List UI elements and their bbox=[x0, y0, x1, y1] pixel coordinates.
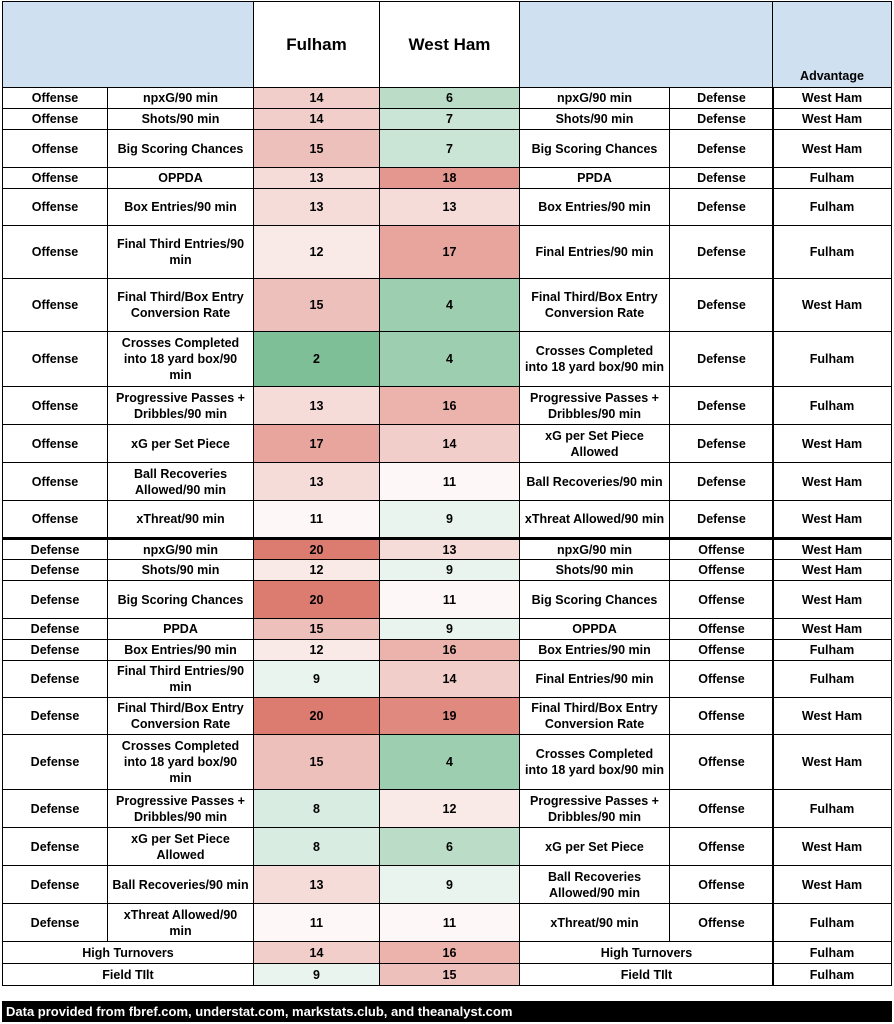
team1-metric: Progressive Passes + Dribbles/90 min bbox=[108, 790, 254, 828]
stat-row bbox=[3, 88, 774, 109]
advantage-value: Fulham bbox=[773, 640, 892, 661]
advantage-row bbox=[773, 332, 892, 387]
team1-phase: Defense bbox=[3, 619, 108, 640]
team1-phase: Offense bbox=[3, 130, 108, 168]
team1-metric: OPPDA bbox=[108, 168, 254, 189]
advantage-value: West Ham bbox=[773, 581, 892, 619]
team2-phase: Offense bbox=[670, 539, 774, 560]
team2-rank: 6 bbox=[380, 88, 520, 109]
team2-rank: 9 bbox=[380, 619, 520, 640]
team1-metric: Box Entries/90 min bbox=[108, 189, 254, 226]
team1-metric: Shots/90 min bbox=[108, 109, 254, 130]
advantage-row bbox=[773, 790, 892, 828]
team2-rank: 6 bbox=[380, 828, 520, 866]
advantage-value: West Ham bbox=[773, 279, 892, 332]
team2-rank: 14 bbox=[380, 661, 520, 698]
team2-phase: Defense bbox=[670, 130, 774, 168]
advantage-row bbox=[773, 130, 892, 168]
team2-rank: 16 bbox=[380, 387, 520, 425]
team1-phase: Offense bbox=[3, 189, 108, 226]
team2-metric: Final Third/Box Entry Conversion Rate bbox=[520, 279, 670, 332]
stat-row bbox=[3, 501, 774, 539]
advantage-value: Fulham bbox=[773, 661, 892, 698]
advantage-row bbox=[773, 88, 892, 109]
team1-rank: 12 bbox=[254, 560, 380, 581]
advantage-value: West Ham bbox=[773, 866, 892, 904]
summary-label-left: High Turnovers bbox=[3, 942, 254, 964]
team2-phase: Offense bbox=[670, 735, 774, 790]
team1-rank: 17 bbox=[254, 425, 380, 463]
team2-rank: 7 bbox=[380, 130, 520, 168]
team2-metric: xG per Set Piece bbox=[520, 828, 670, 866]
team2-rank: 14 bbox=[380, 425, 520, 463]
team2-header: West Ham bbox=[380, 2, 520, 88]
stat-row bbox=[3, 581, 774, 619]
team1-phase: Defense bbox=[3, 735, 108, 790]
team1-rank: 13 bbox=[254, 189, 380, 226]
advantage-row bbox=[773, 560, 892, 581]
advantage-value: Fulham bbox=[773, 942, 892, 964]
team2-metric: PPDA bbox=[520, 168, 670, 189]
data-source-footer: Data provided from fbref.com, understat.com, markstats.club, and theanalyst.com bbox=[2, 1001, 892, 1022]
team1-phase: Defense bbox=[3, 866, 108, 904]
advantage-row bbox=[773, 226, 892, 279]
team2-rank: 13 bbox=[380, 189, 520, 226]
team2-metric: Progressive Passes + Dribbles/90 min bbox=[520, 790, 670, 828]
advantage-value: Fulham bbox=[773, 332, 892, 387]
team2-metric: Box Entries/90 min bbox=[520, 640, 670, 661]
team1-summary-rank: 9 bbox=[254, 964, 380, 986]
matchup-table bbox=[2, 1, 774, 986]
team1-phase: Defense bbox=[3, 790, 108, 828]
advantage-value: West Ham bbox=[773, 735, 892, 790]
advantage-value: Fulham bbox=[773, 790, 892, 828]
team2-phase: Offense bbox=[670, 581, 774, 619]
team1-metric: npxG/90 min bbox=[108, 539, 254, 560]
advantage-value: Fulham bbox=[773, 226, 892, 279]
advantage-row bbox=[773, 866, 892, 904]
team1-phase: Offense bbox=[3, 88, 108, 109]
advantage-row bbox=[773, 109, 892, 130]
team1-rank: 8 bbox=[254, 828, 380, 866]
advantage-value: West Ham bbox=[773, 130, 892, 168]
team1-phase: Defense bbox=[3, 698, 108, 735]
team2-metric: npxG/90 min bbox=[520, 88, 670, 109]
team1-rank: 11 bbox=[254, 501, 380, 539]
header-right-blank bbox=[520, 2, 774, 88]
advantage-value: Fulham bbox=[773, 964, 892, 986]
team1-metric: Ball Recoveries Allowed/90 min bbox=[108, 463, 254, 501]
advantage-value: West Ham bbox=[773, 619, 892, 640]
team2-metric: xThreat Allowed/90 min bbox=[520, 501, 670, 539]
team2-phase: Offense bbox=[670, 828, 774, 866]
team2-rank: 9 bbox=[380, 866, 520, 904]
stat-row bbox=[3, 387, 774, 425]
team2-metric: Final Entries/90 min bbox=[520, 661, 670, 698]
team1-metric: PPDA bbox=[108, 619, 254, 640]
team1-metric: Big Scoring Chances bbox=[108, 581, 254, 619]
advantage-value: West Ham bbox=[773, 425, 892, 463]
team2-metric: xG per Set Piece Allowed bbox=[520, 425, 670, 463]
team2-metric: Shots/90 min bbox=[520, 109, 670, 130]
advantage-row bbox=[773, 387, 892, 425]
team2-metric: Big Scoring Chances bbox=[520, 130, 670, 168]
team1-phase: Offense bbox=[3, 425, 108, 463]
stat-row bbox=[3, 130, 774, 168]
team2-metric: Final Entries/90 min bbox=[520, 226, 670, 279]
team2-phase: Defense bbox=[670, 425, 774, 463]
advantage-row bbox=[773, 661, 892, 698]
advantage-value: West Ham bbox=[773, 88, 892, 109]
team2-metric: Box Entries/90 min bbox=[520, 189, 670, 226]
team1-metric: Big Scoring Chances bbox=[108, 130, 254, 168]
advantage-row bbox=[773, 189, 892, 226]
stat-row bbox=[3, 560, 774, 581]
stat-row bbox=[3, 332, 774, 387]
team1-rank: 13 bbox=[254, 866, 380, 904]
team2-rank: 9 bbox=[380, 560, 520, 581]
advantage-value: West Ham bbox=[773, 501, 892, 539]
stat-row bbox=[3, 790, 774, 828]
team1-metric: xThreat Allowed/90 min bbox=[108, 904, 254, 942]
advantage-row bbox=[773, 735, 892, 790]
team2-rank: 9 bbox=[380, 501, 520, 539]
team1-metric: Final Third Entries/90 min bbox=[108, 661, 254, 698]
summary-row bbox=[3, 964, 774, 986]
advantage-row bbox=[773, 463, 892, 501]
team2-metric: Final Third/Box Entry Conversion Rate bbox=[520, 698, 670, 735]
team1-metric: Crosses Completed into 18 yard box/90 min bbox=[108, 332, 254, 387]
advantage-value: West Ham bbox=[773, 828, 892, 866]
team2-phase: Offense bbox=[670, 640, 774, 661]
advantage-row bbox=[773, 168, 892, 189]
team2-phase: Defense bbox=[670, 463, 774, 501]
team1-metric: Progressive Passes + Dribbles/90 min bbox=[108, 387, 254, 425]
stat-row bbox=[3, 640, 774, 661]
team2-metric: Ball Recoveries Allowed/90 min bbox=[520, 866, 670, 904]
team1-rank: 8 bbox=[254, 790, 380, 828]
team1-rank: 20 bbox=[254, 539, 380, 560]
team1-rank: 9 bbox=[254, 661, 380, 698]
advantage-value: West Ham bbox=[773, 698, 892, 735]
team2-rank: 13 bbox=[380, 539, 520, 560]
team1-rank: 20 bbox=[254, 581, 380, 619]
team1-metric: Box Entries/90 min bbox=[108, 640, 254, 661]
advantage-row bbox=[773, 964, 892, 986]
team2-rank: 11 bbox=[380, 463, 520, 501]
team2-phase: Offense bbox=[670, 560, 774, 581]
team1-header: Fulham bbox=[254, 2, 380, 88]
advantage-value: West Ham bbox=[773, 109, 892, 130]
advantage-header: Advantage bbox=[773, 2, 892, 88]
stat-row bbox=[3, 539, 774, 560]
stat-row bbox=[3, 828, 774, 866]
stat-row bbox=[3, 735, 774, 790]
team2-rank: 11 bbox=[380, 904, 520, 942]
team2-metric: Ball Recoveries/90 min bbox=[520, 463, 670, 501]
stat-row bbox=[3, 698, 774, 735]
advantage-row bbox=[773, 619, 892, 640]
team1-rank: 15 bbox=[254, 130, 380, 168]
team2-rank: 4 bbox=[380, 332, 520, 387]
team2-phase: Defense bbox=[670, 332, 774, 387]
stat-row bbox=[3, 279, 774, 332]
advantage-row bbox=[773, 904, 892, 942]
team1-rank: 20 bbox=[254, 698, 380, 735]
team2-phase: Defense bbox=[670, 279, 774, 332]
team1-phase: Defense bbox=[3, 581, 108, 619]
team1-phase: Defense bbox=[3, 828, 108, 866]
advantage-header-row bbox=[773, 2, 892, 88]
team1-phase: Offense bbox=[3, 501, 108, 539]
team2-phase: Offense bbox=[670, 904, 774, 942]
team2-summary-rank: 16 bbox=[380, 942, 520, 964]
team1-metric: xThreat/90 min bbox=[108, 501, 254, 539]
team2-phase: Defense bbox=[670, 189, 774, 226]
advantage-row bbox=[773, 828, 892, 866]
advantage-row bbox=[773, 501, 892, 539]
stat-row bbox=[3, 619, 774, 640]
advantage-row bbox=[773, 539, 892, 560]
stat-row bbox=[3, 226, 774, 279]
team2-phase: Defense bbox=[670, 501, 774, 539]
advantage-row bbox=[773, 942, 892, 964]
team1-rank: 15 bbox=[254, 279, 380, 332]
header-row bbox=[3, 2, 774, 88]
team1-metric: npxG/90 min bbox=[108, 88, 254, 109]
team1-rank: 12 bbox=[254, 640, 380, 661]
team2-rank: 4 bbox=[380, 735, 520, 790]
team1-metric: xG per Set Piece Allowed bbox=[108, 828, 254, 866]
team2-summary-rank: 15 bbox=[380, 964, 520, 986]
team2-metric: npxG/90 min bbox=[520, 539, 670, 560]
team2-rank: 16 bbox=[380, 640, 520, 661]
stat-row bbox=[3, 661, 774, 698]
team1-metric: Final Third Entries/90 min bbox=[108, 226, 254, 279]
team1-metric: Shots/90 min bbox=[108, 560, 254, 581]
advantage-row bbox=[773, 698, 892, 735]
team1-metric: Final Third/Box Entry Conversion Rate bbox=[108, 698, 254, 735]
team1-rank: 14 bbox=[254, 88, 380, 109]
stat-row bbox=[3, 189, 774, 226]
team1-rank: 11 bbox=[254, 904, 380, 942]
team1-rank: 13 bbox=[254, 463, 380, 501]
advantage-row bbox=[773, 581, 892, 619]
team1-metric: Ball Recoveries/90 min bbox=[108, 866, 254, 904]
team1-phase: Offense bbox=[3, 226, 108, 279]
team2-phase: Offense bbox=[670, 866, 774, 904]
summary-label-right: High Turnovers bbox=[520, 942, 774, 964]
team1-rank: 13 bbox=[254, 168, 380, 189]
team2-phase: Offense bbox=[670, 698, 774, 735]
team1-phase: Defense bbox=[3, 640, 108, 661]
team2-metric: Big Scoring Chances bbox=[520, 581, 670, 619]
stat-row bbox=[3, 904, 774, 942]
team2-metric: OPPDA bbox=[520, 619, 670, 640]
team2-phase: Defense bbox=[670, 168, 774, 189]
team2-rank: 4 bbox=[380, 279, 520, 332]
team2-metric: Progressive Passes + Dribbles/90 min bbox=[520, 387, 670, 425]
header-left-blank bbox=[3, 2, 254, 88]
team1-metric: Crosses Completed into 18 yard box/90 min bbox=[108, 735, 254, 790]
team2-metric: Shots/90 min bbox=[520, 560, 670, 581]
stat-row bbox=[3, 463, 774, 501]
stat-row bbox=[3, 866, 774, 904]
team1-phase: Offense bbox=[3, 109, 108, 130]
team1-rank: 15 bbox=[254, 735, 380, 790]
team2-phase: Defense bbox=[670, 88, 774, 109]
team2-rank: 18 bbox=[380, 168, 520, 189]
team1-phase: Offense bbox=[3, 387, 108, 425]
team2-rank: 7 bbox=[380, 109, 520, 130]
advantage-table bbox=[772, 1, 892, 986]
team2-rank: 19 bbox=[380, 698, 520, 735]
team1-phase: Offense bbox=[3, 279, 108, 332]
team1-rank: 14 bbox=[254, 109, 380, 130]
team2-rank: 17 bbox=[380, 226, 520, 279]
advantage-value: West Ham bbox=[773, 560, 892, 581]
team2-phase: Offense bbox=[670, 790, 774, 828]
advantage-row bbox=[773, 640, 892, 661]
team1-rank: 15 bbox=[254, 619, 380, 640]
team2-rank: 12 bbox=[380, 790, 520, 828]
team1-phase: Offense bbox=[3, 463, 108, 501]
team2-phase: Offense bbox=[670, 619, 774, 640]
team1-rank: 12 bbox=[254, 226, 380, 279]
advantage-value: West Ham bbox=[773, 463, 892, 501]
advantage-value: Fulham bbox=[773, 189, 892, 226]
team1-phase: Offense bbox=[3, 332, 108, 387]
team2-phase: Defense bbox=[670, 109, 774, 130]
advantage-row bbox=[773, 279, 892, 332]
team1-phase: Defense bbox=[3, 904, 108, 942]
team1-phase: Defense bbox=[3, 539, 108, 560]
team1-rank: 2 bbox=[254, 332, 380, 387]
advantage-value: Fulham bbox=[773, 904, 892, 942]
stat-row bbox=[3, 109, 774, 130]
advantage-value: Fulham bbox=[773, 168, 892, 189]
team2-phase: Defense bbox=[670, 226, 774, 279]
summary-row bbox=[3, 942, 774, 964]
advantage-row bbox=[773, 425, 892, 463]
advantage-value: West Ham bbox=[773, 539, 892, 560]
team2-rank: 11 bbox=[380, 581, 520, 619]
summary-label-left: Field TIlt bbox=[3, 964, 254, 986]
team1-phase: Defense bbox=[3, 661, 108, 698]
team1-metric: xG per Set Piece bbox=[108, 425, 254, 463]
team1-metric: Final Third/Box Entry Conversion Rate bbox=[108, 279, 254, 332]
summary-label-right: Field TIlt bbox=[520, 964, 774, 986]
team1-rank: 13 bbox=[254, 387, 380, 425]
team1-summary-rank: 14 bbox=[254, 942, 380, 964]
team2-phase: Offense bbox=[670, 661, 774, 698]
stat-row bbox=[3, 425, 774, 463]
team2-metric: xThreat/90 min bbox=[520, 904, 670, 942]
stat-row bbox=[3, 168, 774, 189]
team2-phase: Defense bbox=[670, 387, 774, 425]
team1-phase: Offense bbox=[3, 168, 108, 189]
advantage-value: Fulham bbox=[773, 387, 892, 425]
team2-metric: Crosses Completed into 18 yard box/90 min bbox=[520, 735, 670, 790]
team1-phase: Defense bbox=[3, 560, 108, 581]
team2-metric: Crosses Completed into 18 yard box/90 min bbox=[520, 332, 670, 387]
